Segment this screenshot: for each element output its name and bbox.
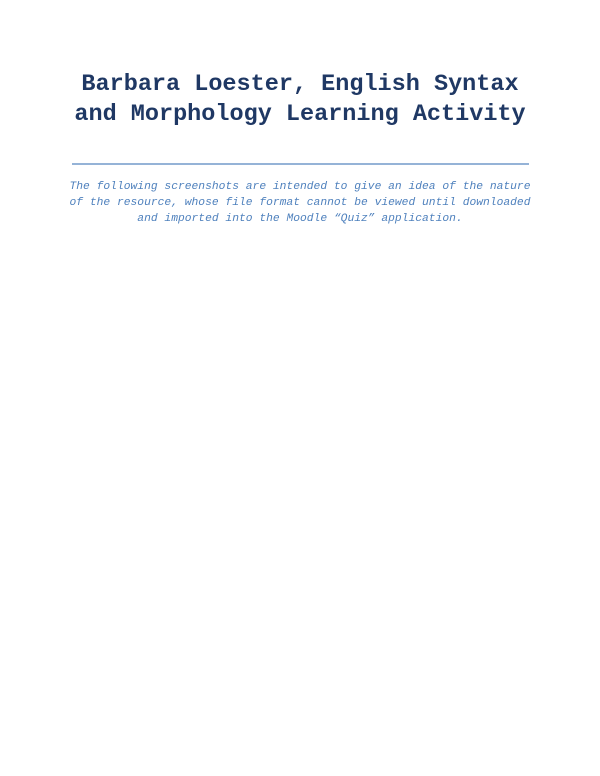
document-title: Barbara Loester, English Syntax and Morphology Learning Activity	[74, 71, 526, 128]
intro-paragraph: The following screenshots are intended to give an idea of the nature of the resource, whose file format cannot be viewed until downloaded and imported into the Moodle “Quiz” application.	[69, 181, 531, 225]
title-divider	[72, 163, 529, 165]
